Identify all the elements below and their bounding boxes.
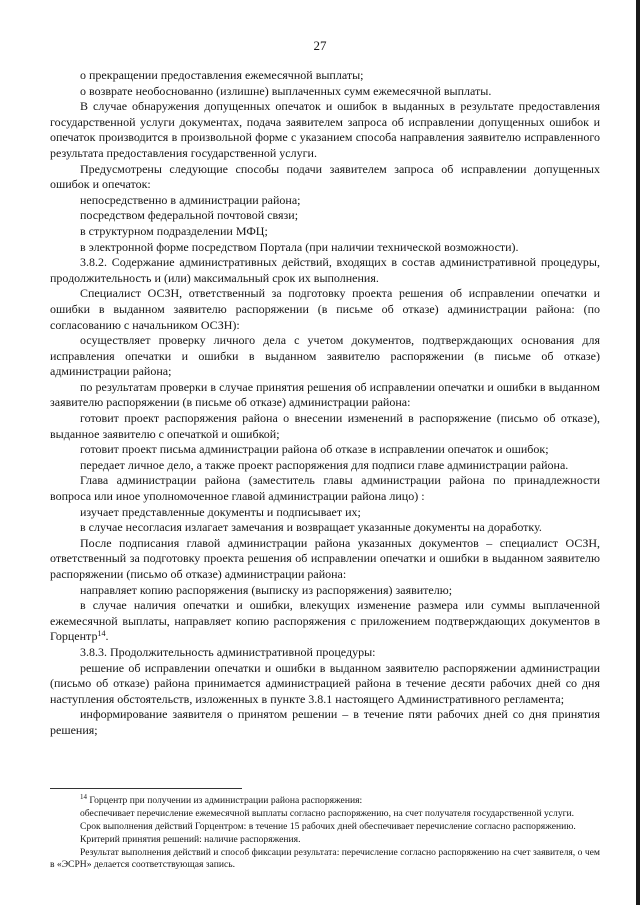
footnote-14-criterion: Критерий принятия решений: наличие распоряжения. (80, 834, 301, 846)
paragraph-submission-methods: Предусмотрены следующие способы подачи заявителем запроса об исправлении допущенных ошибок и опечаток: (50, 161, 600, 192)
paragraph-decision-term: решение об исправлении опечатки и ошибки в выданном заявителю распоряжении администрации (письмо об отказе) района принимается администрацией района в течение десяти рабочих дней со дня наступления обстоятельств, изложенных в пункте 3.8.1 настоящего Административного регламента; (50, 660, 600, 706)
footnote-divider (50, 788, 242, 789)
footnote-14-deadline: Срок выполнения действий Горцентром: в течение 15 рабочих дней обеспечивает перечисление согласно распоряжению. (80, 821, 576, 833)
scan-edge (636, 0, 640, 905)
paragraph-head-of-admin: Глава администрации района (заместитель главы администрации района по принадлежности вопроса или иное уполномоченное главой администрации района лицо) : (50, 473, 600, 504)
paragraph-specialist: Специалист ОСЗН, ответственный за подготовку проекта решения об исправлении опечатки и ошибки в выданном заявителю распоряжении (в письме об отказе) администрации района: (по согласованию с начальником ОСЗН): (50, 286, 600, 332)
footnote-reference: 14 (97, 629, 106, 639)
paragraph-prepare-refusal: готовит проект письма администрации района об отказе в исправлении опечаток и ошибок; (80, 442, 549, 457)
document-body (50, 68, 600, 739)
page-number: 27 (313, 38, 327, 53)
paragraph-verification: осуществляет проверку личного дела с учетом документов, подтверждающих основания для исправления опечатки и ошибки в выданном заявителю распоряжении (в письме об отказе) администрации района; (50, 333, 600, 379)
paragraph-send-copy: направляет копию распоряжения (выписку из распоряжения) заявителю; (80, 582, 453, 597)
paragraph-amount-change-text: в случае наличия опечатки и ошибки, влекущих изменение размера или суммы выплаченной ежемесячной выплаты, направляет копию распоряжения с приложением подтверждающих документов в Горцентр (50, 598, 600, 644)
paragraph-termination: о прекращении предоставления ежемесячной выплаты; (80, 68, 364, 82)
footnotes (50, 795, 600, 871)
section-3-8-3: 3.8.3. Продолжительность административной процедуры: (80, 644, 376, 659)
list-item-postal: посредством федеральной почтовой связи; (80, 208, 299, 223)
section-3-8-2: 3.8.2. Содержание административных действий, входящих в состав административной процедуры, продолжительность и (или) максимальный срок их выполнения. (50, 255, 600, 285)
paragraph-transfer-file: передает личное дело, а также проект распоряжения для подписи главе администрации района. (80, 457, 569, 472)
paragraph-amount-change: в случае наличия опечатки и ошибки, влекущих изменение размера или суммы выплаченной ежемесячной выплаты, направляет копию распоряжения с приложением подтверждающих документов в Горцентр$^{14}$. (50, 598, 600, 644)
paragraph-inform-applicant: информирование заявителя о принятом решении – в течение пяти рабочих дней со дня принятия решения; (50, 707, 600, 737)
paragraph-errors-found: В случае обнаружения допущенных опечаток и ошибок в выданных в результате предоставления государственной услуги документах, подача заявителем запроса об исправлении допущенных ошибок и опечаток производится в произвольной форме с указанием способа направления заявителю исправленного результата предоставления государственной услуги. (50, 99, 600, 160)
footnote-14-result: Результат выполнения действий и способ фиксации результата: перечисление согласно распоряжению на счет заявителя, о чем в «ЭСРН» делается соответствующая запись. (50, 847, 600, 870)
paragraph-refund: о возврате необоснованно (излишне) выплаченных сумм ежемесячной выплаты. (80, 83, 492, 98)
footnote-14 (50, 795, 600, 807)
footnote-14-transfer: обеспечивает перечисление ежемесячной выплаты согласно распоряжению, на счет получателя государственной услуги. (80, 808, 575, 820)
list-item-in-person: непосредственно в администрации района; (80, 192, 301, 207)
footnote-mark: 14 (80, 793, 87, 801)
footnote-14-text: Горцентр при получении из администрации района распоряжения: (89, 795, 363, 806)
paragraph-review-sign: изучает представленные документы и подписывает их; (80, 504, 361, 519)
list-item-portal: в электронной форме посредством Портала (при наличии технической возможности). (80, 239, 519, 254)
paragraph-disagreement: в случае несогласия излагает замечания и возвращает указанные документы на доработку. (80, 520, 542, 535)
paragraph-after-signing: После подписания главой администрации района указанных документов – специалист ОСЗН, ответственный за подготовку проекта решения об исправлении опечатки и ошибки в выданном заявителю распоряжении (письмо об отказе) администрации района: (50, 535, 600, 581)
paragraph-verification-result: по результатам проверки в случае принятия решения об исправлении опечатки и ошибки в выданном заявителю распоряжении (в письме об отказе) администрации района: (50, 379, 600, 410)
list-item-mfc: в структурном подразделении МФЦ; (80, 223, 268, 238)
paragraph-prepare-order: готовит проект распоряжения района о внесении изменений в распоряжение (письмо об отказе), выданное заявителю с опечаткой и ошибкой; (50, 411, 600, 441)
